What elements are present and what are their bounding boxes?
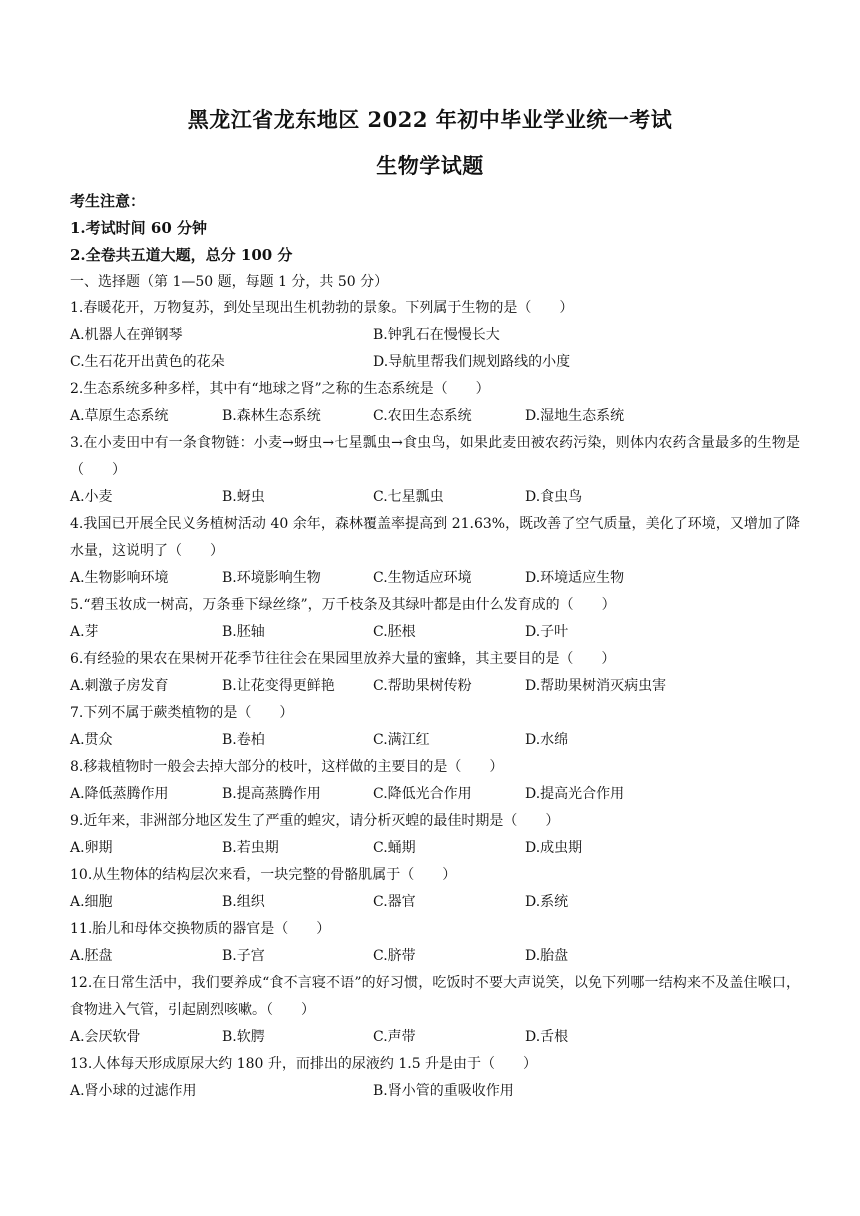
answer-option: A.机器人在弹钢琴 — [70, 327, 183, 343]
answer-option: A.卵期 — [70, 840, 113, 856]
question-stem: 4.我国已开展全民义务植树活动 40 余年，森林覆盖率提高到 21.63%，既改善了空气质量，美化了环境，又增加了降水量，这说明了（ ） — [70, 516, 800, 559]
answer-option: D.胎盘 — [525, 948, 569, 964]
question-block — [70, 646, 800, 700]
question-block — [70, 808, 800, 862]
question-stem: 5.“碧玉妆成一树高，万条垂下绿丝绦”，万千枝条及其绿叶都是由什么发育成的（ ） — [70, 597, 616, 613]
section-title: 一、选择题（第 1—50 题，每题 1 分，共 50 分） — [70, 274, 389, 290]
question-stem: 2.生态系统多种多样，其中有“地球之肾”之称的生态系统是（ ） — [70, 381, 490, 397]
question-stem: 10.从生物体的结构层次来看，一块完整的骨骼肌属于（ ） — [70, 867, 457, 883]
option-row — [70, 619, 800, 646]
answer-option: C.生石花开出黄色的花朵 — [70, 354, 225, 370]
question-stem: 8.移栽植物时一般会去掉大部分的枝叶，这样做的主要目的是（ ） — [70, 759, 504, 775]
answer-option: C.声带 — [373, 1029, 416, 1045]
answer-option: A.会厌软骨 — [70, 1029, 141, 1045]
option-row — [70, 403, 800, 430]
answer-option: A.刺激子房发育 — [70, 678, 169, 694]
answer-option: A.胚盘 — [70, 948, 113, 964]
question-stem: 1.春暖花开，万物复苏，到处呈现出生机勃勃的景象。下列属于生物的是（ ） — [70, 300, 574, 316]
option-row — [70, 781, 800, 808]
answer-option: B.钟乳石在慢慢长大 — [373, 327, 500, 343]
question-stem: 7.下列不属于蕨类植物的是（ ） — [70, 705, 294, 721]
answer-option: B.软腭 — [222, 1029, 265, 1045]
question-block — [70, 511, 800, 592]
question-block — [70, 970, 800, 1051]
option-row — [70, 835, 800, 862]
answer-option: B.肾小管的重吸收作用 — [373, 1083, 514, 1099]
answer-option: B.让花变得更鲜艳 — [222, 678, 335, 694]
question-stem: 11.胎儿和母体交换物质的器官是（ ） — [70, 921, 331, 937]
option-row — [70, 484, 800, 511]
answer-option: D.环境适应生物 — [525, 570, 625, 586]
answer-option: D.湿地生态系统 — [525, 408, 625, 424]
answer-option: A.肾小球的过滤作用 — [70, 1083, 197, 1099]
exam-title: 黑龙江省龙东地区 2022 年初中毕业学业统一考试 — [187, 107, 673, 132]
answer-option: A.贯众 — [70, 732, 113, 748]
answer-option: A.草原生态系统 — [70, 408, 169, 424]
question-block — [70, 295, 800, 376]
option-row — [70, 889, 800, 916]
answer-option: D.水绵 — [525, 732, 569, 748]
answer-option: C.帮助果树传粉 — [373, 678, 472, 694]
notice-item-time: 1.考试时间 60 分钟 — [70, 219, 207, 237]
answer-option: C.胚根 — [373, 624, 416, 640]
option-row — [70, 1024, 800, 1051]
answer-option: D.成虫期 — [525, 840, 583, 856]
answer-option: B.提高蒸腾作用 — [222, 786, 321, 802]
answer-option: C.降低光合作用 — [373, 786, 472, 802]
notice-heading: 考生注意： — [70, 192, 146, 210]
question-stem: 3.在小麦田中有一条食物链：小麦→蚜虫→七星瓢虫→食虫鸟，如果此麦田被农药污染，则体内农药含量最多的生物是（ ） — [70, 435, 800, 478]
answer-option: D.帮助果树消灭病虫害 — [525, 678, 667, 694]
question-block — [70, 700, 800, 754]
answer-option: D.舌根 — [525, 1029, 569, 1045]
answer-option: B.环境影响生物 — [222, 570, 321, 586]
question-block — [70, 376, 800, 430]
answer-option: B.卷柏 — [222, 732, 265, 748]
answer-option: C.七星瓢虫 — [373, 489, 444, 505]
option-row — [70, 349, 800, 376]
answer-option: B.森林生态系统 — [222, 408, 321, 424]
question-stem: 12.在日常生活中，我们要养成“食不言寝不语”的好习惯，吃饭时不要大声说笑，以免下列哪一结构来不及盖住喉口，食物进入气管，引起剧烈咳嗽。（ ） — [70, 975, 800, 1018]
answer-option: B.若虫期 — [222, 840, 279, 856]
answer-option: A.小麦 — [70, 489, 113, 505]
option-row — [70, 943, 800, 970]
answer-option: A.芽 — [70, 624, 99, 640]
answer-option: B.组织 — [222, 894, 265, 910]
question-stem: 6.有经验的果农在果树开花季节往往会在果园里放养大量的蜜蜂，其主要目的是（ ） — [70, 651, 616, 667]
answer-option: C.满江红 — [373, 732, 430, 748]
question-block — [70, 592, 800, 646]
question-block — [70, 916, 800, 970]
question-block — [70, 862, 800, 916]
notice-item-score: 2.全卷共五道大题，总分 100 分 — [70, 246, 293, 264]
option-row — [70, 673, 800, 700]
answer-option: D.导航里帮我们规划路线的小度 — [373, 354, 571, 370]
option-row — [70, 727, 800, 754]
answer-option: B.胚轴 — [222, 624, 265, 640]
answer-option: B.蚜虫 — [222, 489, 265, 505]
question-block — [70, 1051, 800, 1105]
question-block — [70, 430, 800, 511]
exam-subtitle: 生物学试题 — [376, 153, 484, 178]
answer-option: D.提高光合作用 — [525, 786, 625, 802]
answer-option: A.生物影响环境 — [70, 570, 169, 586]
option-row — [70, 565, 800, 592]
answer-option: D.子叶 — [525, 624, 569, 640]
answer-option: A.细胞 — [70, 894, 113, 910]
answer-option: C.生物适应环境 — [373, 570, 472, 586]
question-list — [70, 295, 800, 1105]
answer-option: D.系统 — [525, 894, 569, 910]
option-row — [70, 322, 800, 349]
question-stem: 13.人体每天形成原尿大约 180 升，而排出的尿液约 1.5 升是由于（ ） — [70, 1056, 538, 1072]
answer-option: C.农田生态系统 — [373, 408, 472, 424]
answer-option: C.脐带 — [373, 948, 416, 964]
question-stem: 9.近年来，非洲部分地区发生了严重的蝗灾，请分析灭蝗的最佳时期是（ ） — [70, 813, 560, 829]
question-block — [70, 754, 800, 808]
option-row — [70, 1078, 800, 1105]
answer-option: C.蛹期 — [373, 840, 416, 856]
answer-option: D.食虫鸟 — [525, 489, 583, 505]
answer-option: A.降低蒸腾作用 — [70, 786, 169, 802]
answer-option: B.子宫 — [222, 948, 265, 964]
answer-option: C.器官 — [373, 894, 416, 910]
